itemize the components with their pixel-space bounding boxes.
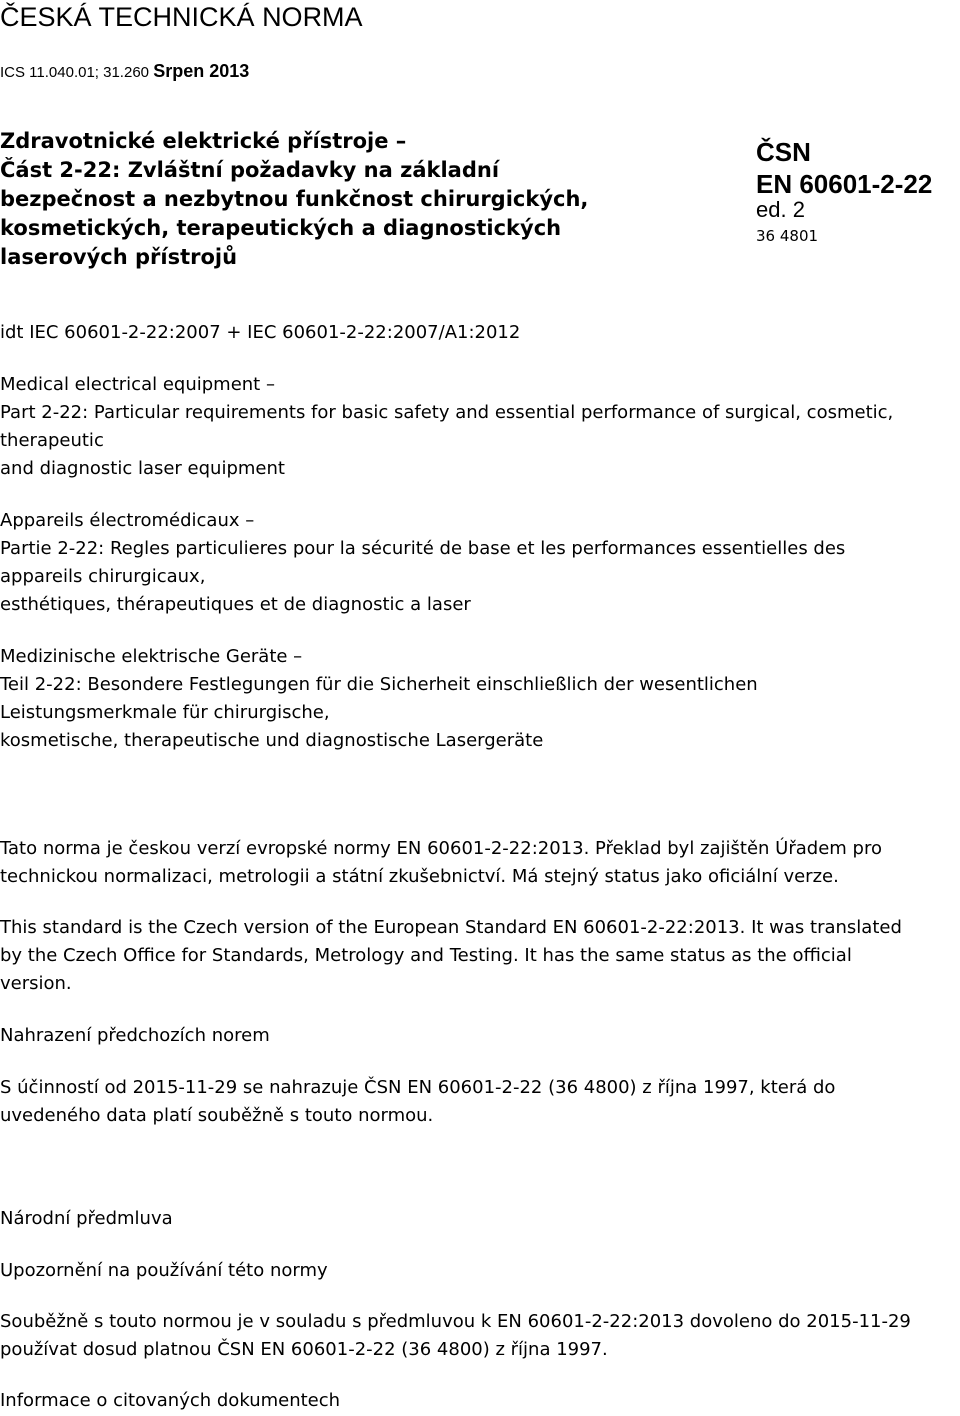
statement-en-line: by the Czech Office for Standards, Metrology and Testing. It has the same status as the official <box>0 945 852 966</box>
title-german <box>0 643 758 755</box>
title-cz-line: Část 2-22: Zvláštní požadavky na základní <box>0 158 500 182</box>
statement-cz-line: technickou normalizaci, metrologii a státní zkušebnictví. Má stejný status jako oficiální verze. <box>0 866 839 887</box>
standard-number: EN 60601-2-22 <box>756 169 933 199</box>
publication-date: Srpen 2013 <box>153 61 250 81</box>
statement-english <box>0 914 902 998</box>
title-fr-line: Partie 2-22: Regles particulieres pour la sécurité de base et les performances essentielles des <box>0 538 846 559</box>
replacement-text <box>0 1074 835 1130</box>
title-de-line: Leistungsmerkmale für chirurgische, <box>0 702 330 723</box>
ics-code: ICS 11.040.01; 31.260 <box>0 64 150 81</box>
edition: ed. 2 <box>756 197 805 222</box>
title-french <box>0 507 845 619</box>
title-czech <box>0 127 588 272</box>
title-cz-line: Zdravotnické elektrické přístroje – <box>0 129 407 153</box>
title-de-line: Medizinische elektrische Geräte – <box>0 646 303 667</box>
classification-number: 36 4801 <box>756 227 819 245</box>
notice-line: používat dosud platnou ČSN EN 60601-2-22 (36 4800) z října 1997. <box>0 1339 608 1360</box>
notice-text <box>0 1308 911 1364</box>
national-foreword-heading: Národní předmluva <box>0 1208 173 1229</box>
title-en-line: Part 2-22: Particular requirements for basic safety and essential performance of surgical, cosmetic, <box>0 402 894 423</box>
title-de-line: kosmetische, therapeutische und diagnostische Lasergeräte <box>0 730 544 751</box>
title-english <box>0 371 893 483</box>
notice-line: Souběžně s touto normou je v souladu s předmluvou k EN 60601-2-22:2013 dovoleno do 2015-11-29 <box>0 1311 911 1332</box>
statement-en-line: version. <box>0 973 72 994</box>
title-fr-line: esthétiques, thérapeutiques et de diagnostic a laser <box>0 594 471 615</box>
statement-en-line: This standard is the Czech version of the European Standard EN 60601-2-22:2013. It was translated <box>0 917 902 938</box>
idt-line: idt IEC 60601-2-22:2007 + IEC 60601-2-22:2007/A1:2012 <box>0 322 521 343</box>
standard-type-heading: ČESKÁ TECHNICKÁ NORMA <box>0 2 363 32</box>
title-cz-line: bezpečnost a nezbytnou funkčnost chirurgických, <box>0 187 589 211</box>
statement-czech <box>0 835 882 891</box>
title-en-line: and diagnostic laser equipment <box>0 458 285 479</box>
notice-heading: Upozornění na používání této normy <box>0 1260 328 1281</box>
replacement-heading: Nahrazení předchozích norem <box>0 1025 270 1046</box>
replacement-line: uvedeného data platí souběžně s touto normou. <box>0 1105 434 1126</box>
replacement-line: S účinností od 2015-11-29 se nahrazuje ČSN EN 60601-2-22 (36 4800) z října 1997, která do <box>0 1077 836 1098</box>
title-en-line: Medical electrical equipment – <box>0 374 275 395</box>
ics-date-line <box>0 60 249 84</box>
title-en-line: therapeutic <box>0 430 104 451</box>
title-fr-line: Appareils électromédicaux – <box>0 510 255 531</box>
standard-designation <box>756 136 932 247</box>
title-cz-line: kosmetických, terapeutických a diagnostických <box>0 216 562 240</box>
title-de-line: Teil 2-22: Besondere Festlegungen für die Sicherheit einschließlich der wesentlichen <box>0 674 758 695</box>
info-heading: Informace o citovaných dokumentech <box>0 1390 341 1411</box>
csn-label: ČSN <box>756 137 811 167</box>
title-cz-line: laserových přístrojů <box>0 245 238 269</box>
title-fr-line: appareils chirurgicaux, <box>0 566 206 587</box>
statement-cz-line: Tato norma je českou verzí evropské normy EN 60601-2-22:2013. Překlad byl zajištěn Úřadem pro <box>0 838 882 859</box>
